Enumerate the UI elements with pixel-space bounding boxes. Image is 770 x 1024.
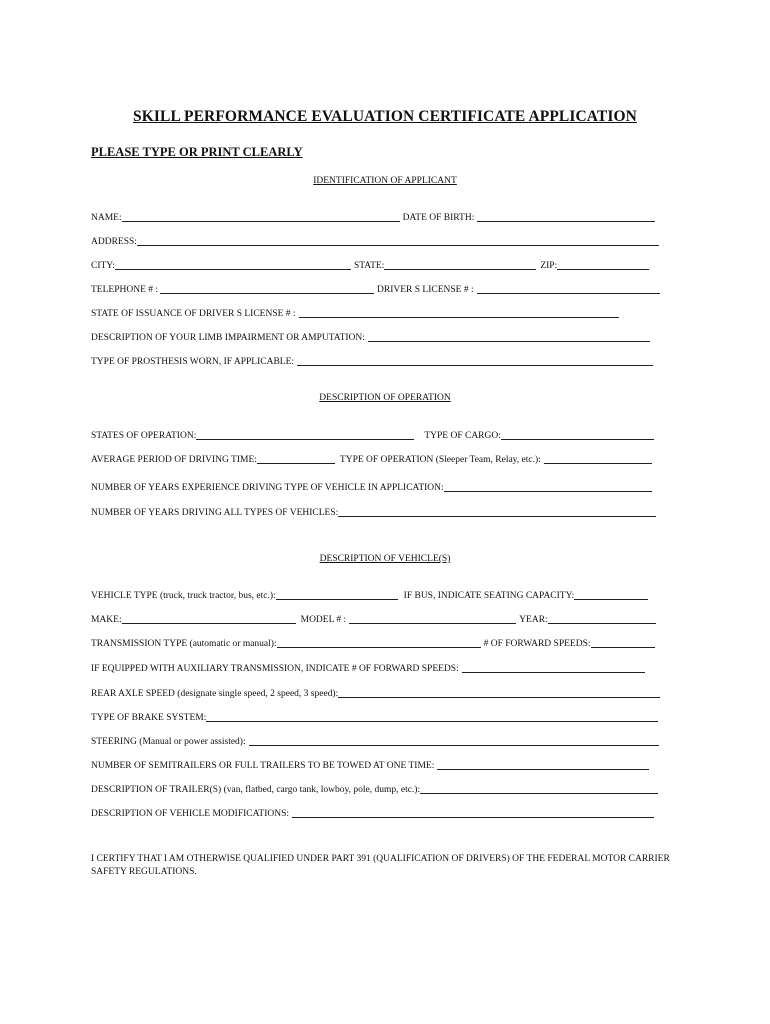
drivers-license-label: DRIVER S LICENSE # :: [377, 285, 474, 295]
row-name-dob: [91, 210, 655, 224]
year-label: YEAR:: [519, 615, 548, 625]
states-of-operation-field[interactable]: [196, 429, 414, 440]
telephone-field[interactable]: [160, 283, 374, 294]
address-field[interactable]: [137, 235, 659, 246]
row-telephone-license: [91, 282, 660, 296]
steering-field[interactable]: [249, 735, 659, 746]
vehicle-type-field[interactable]: [276, 589, 398, 600]
section-heading-identification: IDENTIFICATION OF APPLICANT: [313, 176, 457, 186]
certification-statement: I CERTIFY THAT I AM OTHERWISE QUALIFIED UNDER PART 391 (QUALIFICATION OF DRIVERS) OF THE FEDERAL MOTOR CARRIER SAFETY REGULATIONS.: [91, 854, 670, 877]
type-of-cargo-label: TYPE OF CARGO:: [424, 431, 501, 441]
steering-label: STEERING (Manual or power assisted):: [91, 737, 246, 747]
row-num-trailers: [91, 758, 649, 772]
num-trailers-field[interactable]: [437, 759, 649, 770]
year-field[interactable]: [548, 613, 656, 624]
limb-impairment-label: DESCRIPTION OF YOUR LIMB IMPAIRMENT OR AMPUTATION:: [91, 333, 365, 343]
aux-transmission-field[interactable]: [462, 662, 645, 673]
section-heading-operation: DESCRIPTION OF OPERATION: [319, 393, 451, 403]
modifications-field[interactable]: [292, 807, 654, 818]
address-label: ADDRESS:: [91, 237, 137, 247]
state-of-issuance-label: STATE OF ISSUANCE OF DRIVER S LICENSE # :: [91, 309, 296, 319]
make-label: MAKE:: [91, 615, 122, 625]
limb-impairment-field[interactable]: [368, 331, 650, 342]
avg-driving-time-label: AVERAGE PERIOD OF DRIVING TIME:: [91, 455, 257, 465]
telephone-label: TELEPHONE # :: [91, 285, 159, 295]
prosthesis-label: TYPE OF PROSTHESIS WORN, IF APPLICABLE:: [91, 357, 295, 367]
avg-driving-time-field[interactable]: [257, 453, 335, 464]
transmission-type-field[interactable]: [277, 637, 481, 648]
make-field[interactable]: [122, 613, 296, 624]
row-modifications: [91, 806, 654, 820]
rear-axle-field[interactable]: [338, 687, 660, 698]
row-state-of-issuance: [91, 306, 619, 320]
name-field[interactable]: [122, 211, 400, 222]
zip-label: ZIP:: [540, 261, 558, 271]
type-of-cargo-field[interactable]: [501, 429, 654, 440]
row-trailer-description: [91, 782, 658, 796]
name-label: NAME:: [91, 213, 122, 223]
modifications-label: DESCRIPTION OF VEHICLE MODIFICATIONS:: [91, 809, 290, 819]
row-steering: [91, 734, 659, 748]
state-field[interactable]: [384, 259, 536, 270]
city-field[interactable]: [115, 259, 351, 270]
row-address: [91, 234, 659, 248]
row-states-cargo: [91, 428, 654, 442]
drivers-license-field[interactable]: [477, 283, 660, 294]
trailer-description-label: DESCRIPTION OF TRAILER(S) (van, flatbed, cargo tank, lowboy, pole, dump, etc.):: [91, 785, 421, 795]
years-all-vehicles-field[interactable]: [338, 506, 656, 517]
type-of-operation-label: TYPE OF OPERATION (Sleeper Team, Relay, etc.):: [339, 455, 541, 465]
section-heading-vehicles: DESCRIPTION OF VEHICLE(S): [319, 554, 451, 564]
years-exp-vehicle-field[interactable]: [444, 481, 652, 492]
model-label: MODEL # :: [300, 615, 347, 625]
date-of-birth-field[interactable]: [477, 211, 655, 222]
row-city-state-zip: [91, 258, 649, 272]
row-prosthesis: [91, 354, 653, 368]
row-years-exp-vehicle: [91, 480, 652, 494]
forward-speeds-label: # OF FORWARD SPEEDS:: [483, 639, 591, 649]
date-of-birth-label: DATE OF BIRTH:: [402, 213, 475, 223]
rear-axle-label: REAR AXLE SPEED (designate single speed, 2 speed, 3 speed):: [91, 689, 339, 699]
aux-transmission-label: IF EQUIPPED WITH AUXILIARY TRANSMISSION, INDICATE # OF FORWARD SPEEDS:: [91, 664, 459, 674]
years-exp-vehicle-label: NUMBER OF YEARS EXPERIENCE DRIVING TYPE OF VEHICLE IN APPLICATION:: [91, 483, 444, 493]
row-aux-transmission: [91, 661, 645, 675]
form-title: SKILL PERFORMANCE EVALUATION CERTIFICATE APPLICATION: [133, 108, 637, 125]
row-vehicle-type-seating: [91, 588, 648, 602]
row-limb-impairment: [91, 330, 650, 344]
transmission-type-label: TRANSMISSION TYPE (automatic or manual):: [91, 639, 277, 649]
num-trailers-label: NUMBER OF SEMITRAILERS OR FULL TRAILERS TO BE TOWED AT ONE TIME:: [91, 761, 435, 771]
state-label: STATE:: [353, 261, 385, 271]
zip-field[interactable]: [557, 259, 649, 270]
row-rear-axle: [91, 686, 660, 700]
seating-capacity-field[interactable]: [574, 589, 648, 600]
years-all-vehicles-label: NUMBER OF YEARS DRIVING ALL TYPES OF VEHICLES:: [91, 508, 339, 518]
row-driving-time-operation: [91, 452, 652, 466]
state-of-issuance-field[interactable]: [299, 307, 619, 318]
states-of-operation-label: STATES OF OPERATION:: [91, 431, 197, 441]
trailer-description-field[interactable]: [420, 783, 658, 794]
brake-system-label: TYPE OF BRAKE SYSTEM:: [91, 713, 207, 723]
prosthesis-field[interactable]: [297, 355, 653, 366]
forward-speeds-field[interactable]: [591, 637, 655, 648]
city-label: CITY:: [91, 261, 115, 271]
row-make-model-year: [91, 612, 656, 626]
brake-system-field[interactable]: [206, 711, 658, 722]
seating-capacity-label: IF BUS, INDICATE SEATING CAPACITY:: [403, 591, 575, 601]
vehicle-type-label: VEHICLE TYPE (truck, truck tractor, bus, etc.):: [91, 591, 276, 601]
row-transmission: [91, 636, 655, 650]
row-brake-system: [91, 710, 658, 724]
type-of-operation-field[interactable]: [544, 453, 652, 464]
row-years-all-vehicles: [91, 505, 656, 519]
form-subtitle: PLEASE TYPE OR PRINT CLEARLY: [91, 145, 303, 159]
model-field[interactable]: [349, 613, 516, 624]
